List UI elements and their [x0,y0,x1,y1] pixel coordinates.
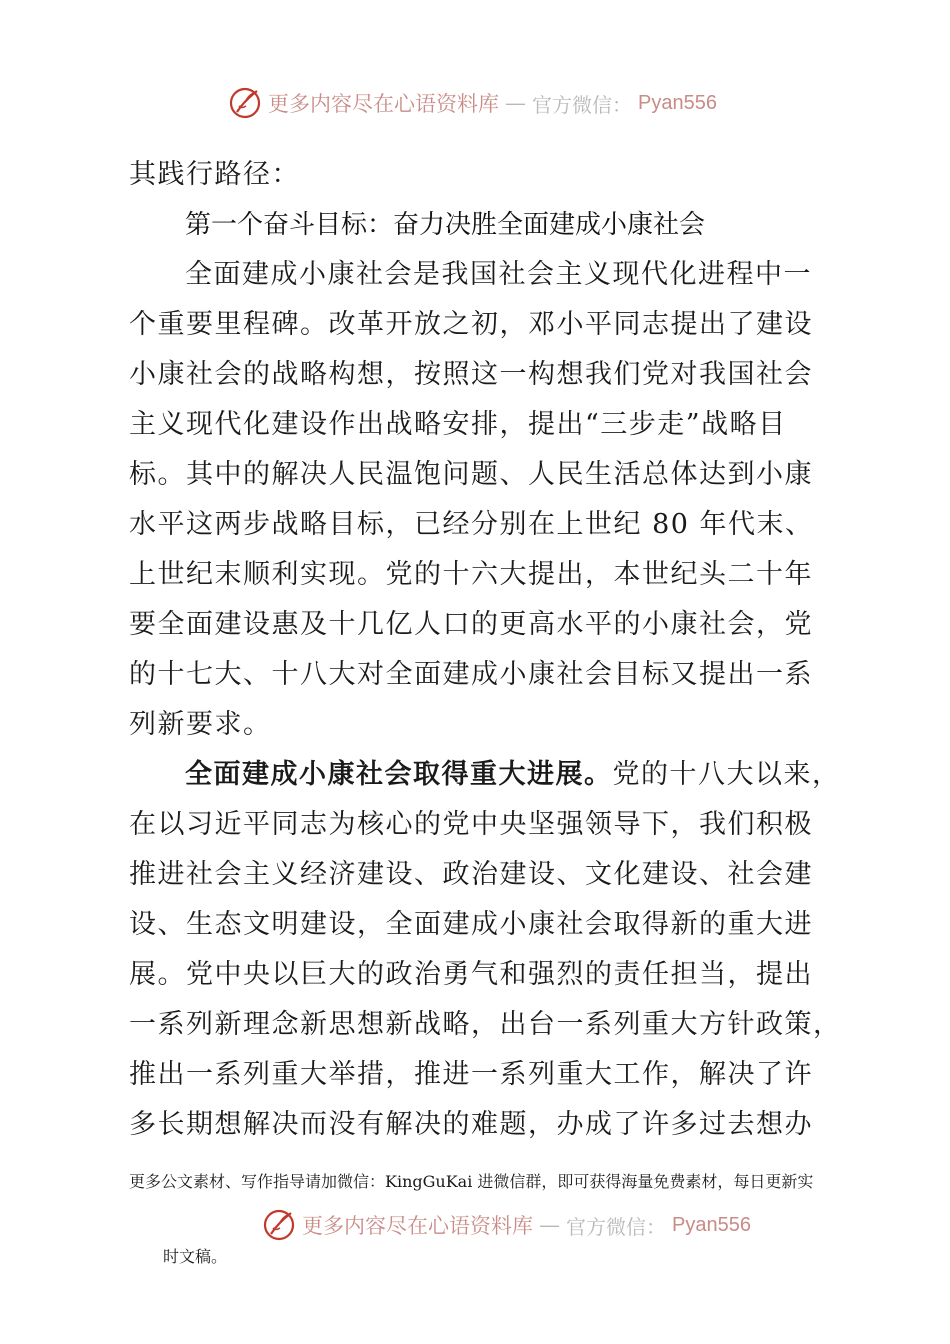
paragraph-line: 列新要求。 [129,709,272,740]
watermark-wechat-label: 官方微信： [532,92,632,117]
paragraph-line: 个重要里程碑。改革开放之初，邓小平同志提出了建设 [129,309,813,340]
paragraph-line: 上世纪末顺利实现。党的十六大提出，本世纪头二十年 [129,559,813,590]
watermark-top [228,86,717,120]
watermark-separator: — [539,1213,560,1237]
footer-note: 更多公文素材、写作指导请加微信：KingGuKai 进微信群，即可获得海量免费素材，每日更新实 [129,1172,814,1191]
document-body [129,150,842,1150]
paragraph-line: 全面建成小康社会是我国社会主义现代化进程中一 [185,259,812,290]
paragraph-lead-rest: 党的十八大以来， [612,759,841,790]
paragraph-line: 设、生态文明建设，全面建成小康社会取得新的重大进 [129,909,813,940]
paragraph-line: 水平这两步战略目标，已经分别在上世纪 80 年代末、 [129,509,814,540]
paragraph-line: 推出一系列重大举措，推进一系列重大工作，解决了许 [129,1059,813,1090]
paragraph-1 [129,250,829,750]
paragraph-line: 要全面建设惠及十几亿人口的更高水平的小康社会，党 [129,609,813,640]
intro-line: 其践行路径： [129,159,300,190]
watermark-separator: — [505,91,526,115]
paragraph-line: 一系列新理念新思想新战略，出台一系列重大方针政策， [129,1009,842,1040]
quill-logo-icon [262,1208,296,1242]
paragraph-2 [129,750,842,1150]
paragraph-line: 小康社会的战略构想，按照这一构想我们党对我国社会 [129,359,813,390]
paragraph-line: 推进社会主义经济建设、政治建设、文化建设、社会建 [129,859,813,890]
quill-logo-icon [228,86,262,120]
watermark-wechat-id: Pyan556 [638,91,717,114]
paragraph-line: 主义现代化建设作出战略安排，提出“三步走”战略目 [129,409,787,440]
paragraph-line: 在以习近平同志为核心的党中央坚强领导下，我们积极 [129,809,813,840]
watermark-text: 更多内容尽在心语资料库 [268,92,499,116]
paragraph-line [129,750,841,800]
paragraph-line: 标。其中的解决人民温饱问题、人民生活总体达到小康 [129,459,813,490]
paragraph-line: 展。党中央以巨大的政治勇气和强烈的责任担当，提出 [129,959,813,990]
section-heading: 第一个奋斗目标：奋力决胜全面建成小康社会 [185,210,706,240]
watermark-text: 更多内容尽在心语资料库 [302,1214,533,1238]
paragraph-lead-bold: 全面建成小康社会取得重大进展。 [185,759,613,790]
watermark-bottom [262,1208,751,1242]
paragraph-line: 的十七大、十八大对全面建成小康社会目标又提出一系 [129,659,813,690]
watermark-wechat-label: 官方微信： [566,1214,666,1239]
paragraph-line: 多长期想解决而没有解决的难题，办成了许多过去想办 [129,1109,813,1140]
watermark-wechat-id: Pyan556 [672,1213,751,1236]
footer-note-continued: 时文稿。 [163,1247,228,1266]
